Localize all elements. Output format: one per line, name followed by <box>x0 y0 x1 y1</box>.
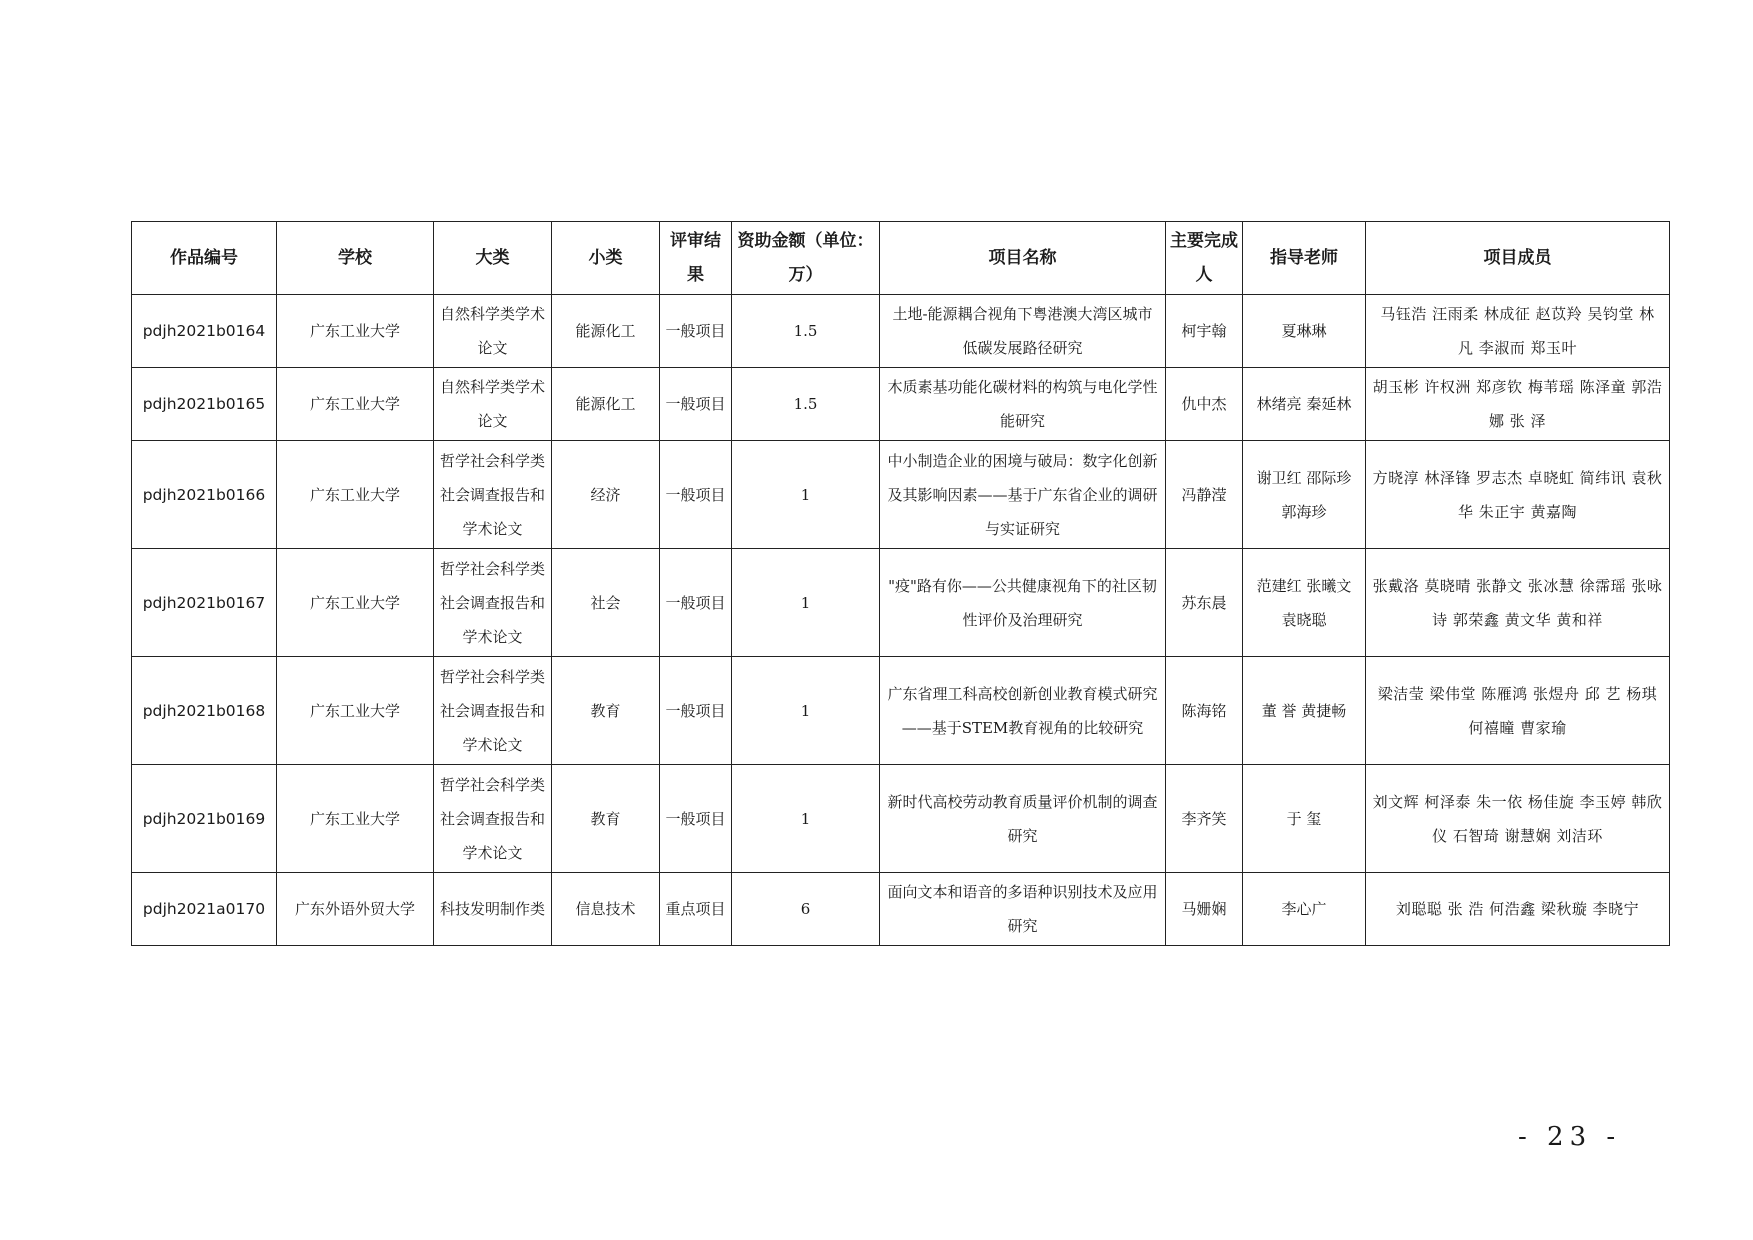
cell-funding: 6 <box>732 873 880 946</box>
cell-code: pdjh2021b0166 <box>132 441 277 549</box>
cell-category: 自然科学类学术论文 <box>434 368 552 441</box>
table-row <box>132 873 1670 946</box>
cell-funding: 1 <box>732 657 880 765</box>
cell-school: 广东工业大学 <box>277 441 434 549</box>
cell-funding: 1 <box>732 549 880 657</box>
cell-subcategory: 能源化工 <box>552 368 660 441</box>
cell-category: 科技发明制作类 <box>434 873 552 946</box>
cell-category: 哲学社会科学类社会调查报告和学术论文 <box>434 765 552 873</box>
header-subcategory: 小类 <box>552 222 660 295</box>
cell-members: 刘文辉 柯泽泰 朱一依 杨佳旋 李玉婷 韩欣仪 石智琦 谢慧娴 刘洁环 <box>1366 765 1670 873</box>
cell-advisor: 夏琳琳 <box>1243 295 1366 368</box>
cell-funding: 1.5 <box>732 295 880 368</box>
cell-leader: 陈海铭 <box>1166 657 1243 765</box>
cell-school: 广东外语外贸大学 <box>277 873 434 946</box>
header-advisor: 指导老师 <box>1243 222 1366 295</box>
cell-funding: 1 <box>732 441 880 549</box>
table-header-row <box>132 222 1670 295</box>
cell-school: 广东工业大学 <box>277 765 434 873</box>
cell-leader: 冯静滢 <box>1166 441 1243 549</box>
header-funding: 资助金额（单位：万） <box>732 222 880 295</box>
cell-subcategory: 经济 <box>552 441 660 549</box>
cell-funding: 1.5 <box>732 368 880 441</box>
cell-subcategory: 教育 <box>552 765 660 873</box>
table-row <box>132 549 1670 657</box>
header-leader: 主要完成人 <box>1166 222 1243 295</box>
cell-title: 中小制造企业的困境与破局：数字化创新及其影响因素——基于广东省企业的调研与实证研究 <box>880 441 1166 549</box>
cell-school: 广东工业大学 <box>277 657 434 765</box>
cell-advisor: 谢卫红 邵际珍 郭海珍 <box>1243 441 1366 549</box>
cell-advisor: 林绪亮 秦延林 <box>1243 368 1366 441</box>
cell-members: 刘聪聪 张 浩 何浩鑫 梁秋璇 李晓宁 <box>1366 873 1670 946</box>
cell-leader: 李齐笑 <box>1166 765 1243 873</box>
cell-code: pdjh2021b0165 <box>132 368 277 441</box>
cell-funding: 1 <box>732 765 880 873</box>
cell-category: 哲学社会科学类社会调查报告和学术论文 <box>434 441 552 549</box>
cell-subcategory: 教育 <box>552 657 660 765</box>
cell-advisor: 李心广 <box>1243 873 1366 946</box>
cell-school: 广东工业大学 <box>277 549 434 657</box>
cell-code: pdjh2021b0168 <box>132 657 277 765</box>
cell-result: 一般项目 <box>660 765 732 873</box>
cell-advisor: 于 玺 <box>1243 765 1366 873</box>
cell-leader: 苏东晨 <box>1166 549 1243 657</box>
table-row <box>132 765 1670 873</box>
cell-title: 木质素基功能化碳材料的构筑与电化学性能研究 <box>880 368 1166 441</box>
cell-result: 一般项目 <box>660 441 732 549</box>
cell-category: 哲学社会科学类社会调查报告和学术论文 <box>434 657 552 765</box>
cell-category: 哲学社会科学类社会调查报告和学术论文 <box>434 549 552 657</box>
cell-title: "疫"路有你——公共健康视角下的社区韧性评价及治理研究 <box>880 549 1166 657</box>
cell-school: 广东工业大学 <box>277 295 434 368</box>
header-category: 大类 <box>434 222 552 295</box>
cell-result: 一般项目 <box>660 657 732 765</box>
project-table <box>131 221 1670 946</box>
page-number: - 23 - <box>1518 1122 1622 1152</box>
header-members: 项目成员 <box>1366 222 1670 295</box>
cell-title: 面向文本和语音的多语种识别技术及应用研究 <box>880 873 1166 946</box>
cell-advisor: 董 誉 黄捷畅 <box>1243 657 1366 765</box>
cell-code: pdjh2021a0170 <box>132 873 277 946</box>
cell-subcategory: 信息技术 <box>552 873 660 946</box>
cell-code: pdjh2021b0167 <box>132 549 277 657</box>
cell-code: pdjh2021b0169 <box>132 765 277 873</box>
header-title: 项目名称 <box>880 222 1166 295</box>
header-result: 评审结果 <box>660 222 732 295</box>
cell-title: 土地-能源耦合视角下粤港澳大湾区城市低碳发展路径研究 <box>880 295 1166 368</box>
table-row <box>132 295 1670 368</box>
table-row <box>132 441 1670 549</box>
table-row <box>132 368 1670 441</box>
cell-result: 一般项目 <box>660 295 732 368</box>
cell-members: 梁洁莹 梁伟堂 陈雁鸿 张煜舟 邱 艺 杨琪 何禧曈 曹家瑜 <box>1366 657 1670 765</box>
cell-school: 广东工业大学 <box>277 368 434 441</box>
cell-members: 胡玉彬 许权洲 郑彦钦 梅苇瑶 陈泽童 郭浩娜 张 泽 <box>1366 368 1670 441</box>
cell-subcategory: 能源化工 <box>552 295 660 368</box>
cell-members: 马钰浩 汪雨柔 林成征 赵苡羚 吴钧堂 林 凡 李淑而 郑玉叶 <box>1366 295 1670 368</box>
cell-result: 重点项目 <box>660 873 732 946</box>
cell-category: 自然科学类学术论文 <box>434 295 552 368</box>
cell-members: 方晓淳 林泽锋 罗志杰 卓晓虹 简纬讯 袁秋华 朱正宇 黄嘉陶 <box>1366 441 1670 549</box>
cell-title: 新时代高校劳动教育质量评价机制的调查研究 <box>880 765 1166 873</box>
cell-result: 一般项目 <box>660 368 732 441</box>
cell-leader: 柯宇翰 <box>1166 295 1243 368</box>
cell-members: 张戴洛 莫晓晴 张静文 张冰慧 徐霈瑶 张咏诗 郭荣鑫 黄文华 黄和祥 <box>1366 549 1670 657</box>
cell-title: 广东省理工科高校创新创业教育模式研究——基于STEM教育视角的比较研究 <box>880 657 1166 765</box>
header-code: 作品编号 <box>132 222 277 295</box>
cell-leader: 仇中杰 <box>1166 368 1243 441</box>
cell-result: 一般项目 <box>660 549 732 657</box>
header-school: 学校 <box>277 222 434 295</box>
cell-leader: 马姗娴 <box>1166 873 1243 946</box>
cell-code: pdjh2021b0164 <box>132 295 277 368</box>
cell-subcategory: 社会 <box>552 549 660 657</box>
table-row <box>132 657 1670 765</box>
cell-advisor: 范建红 张曦文 袁晓聪 <box>1243 549 1366 657</box>
